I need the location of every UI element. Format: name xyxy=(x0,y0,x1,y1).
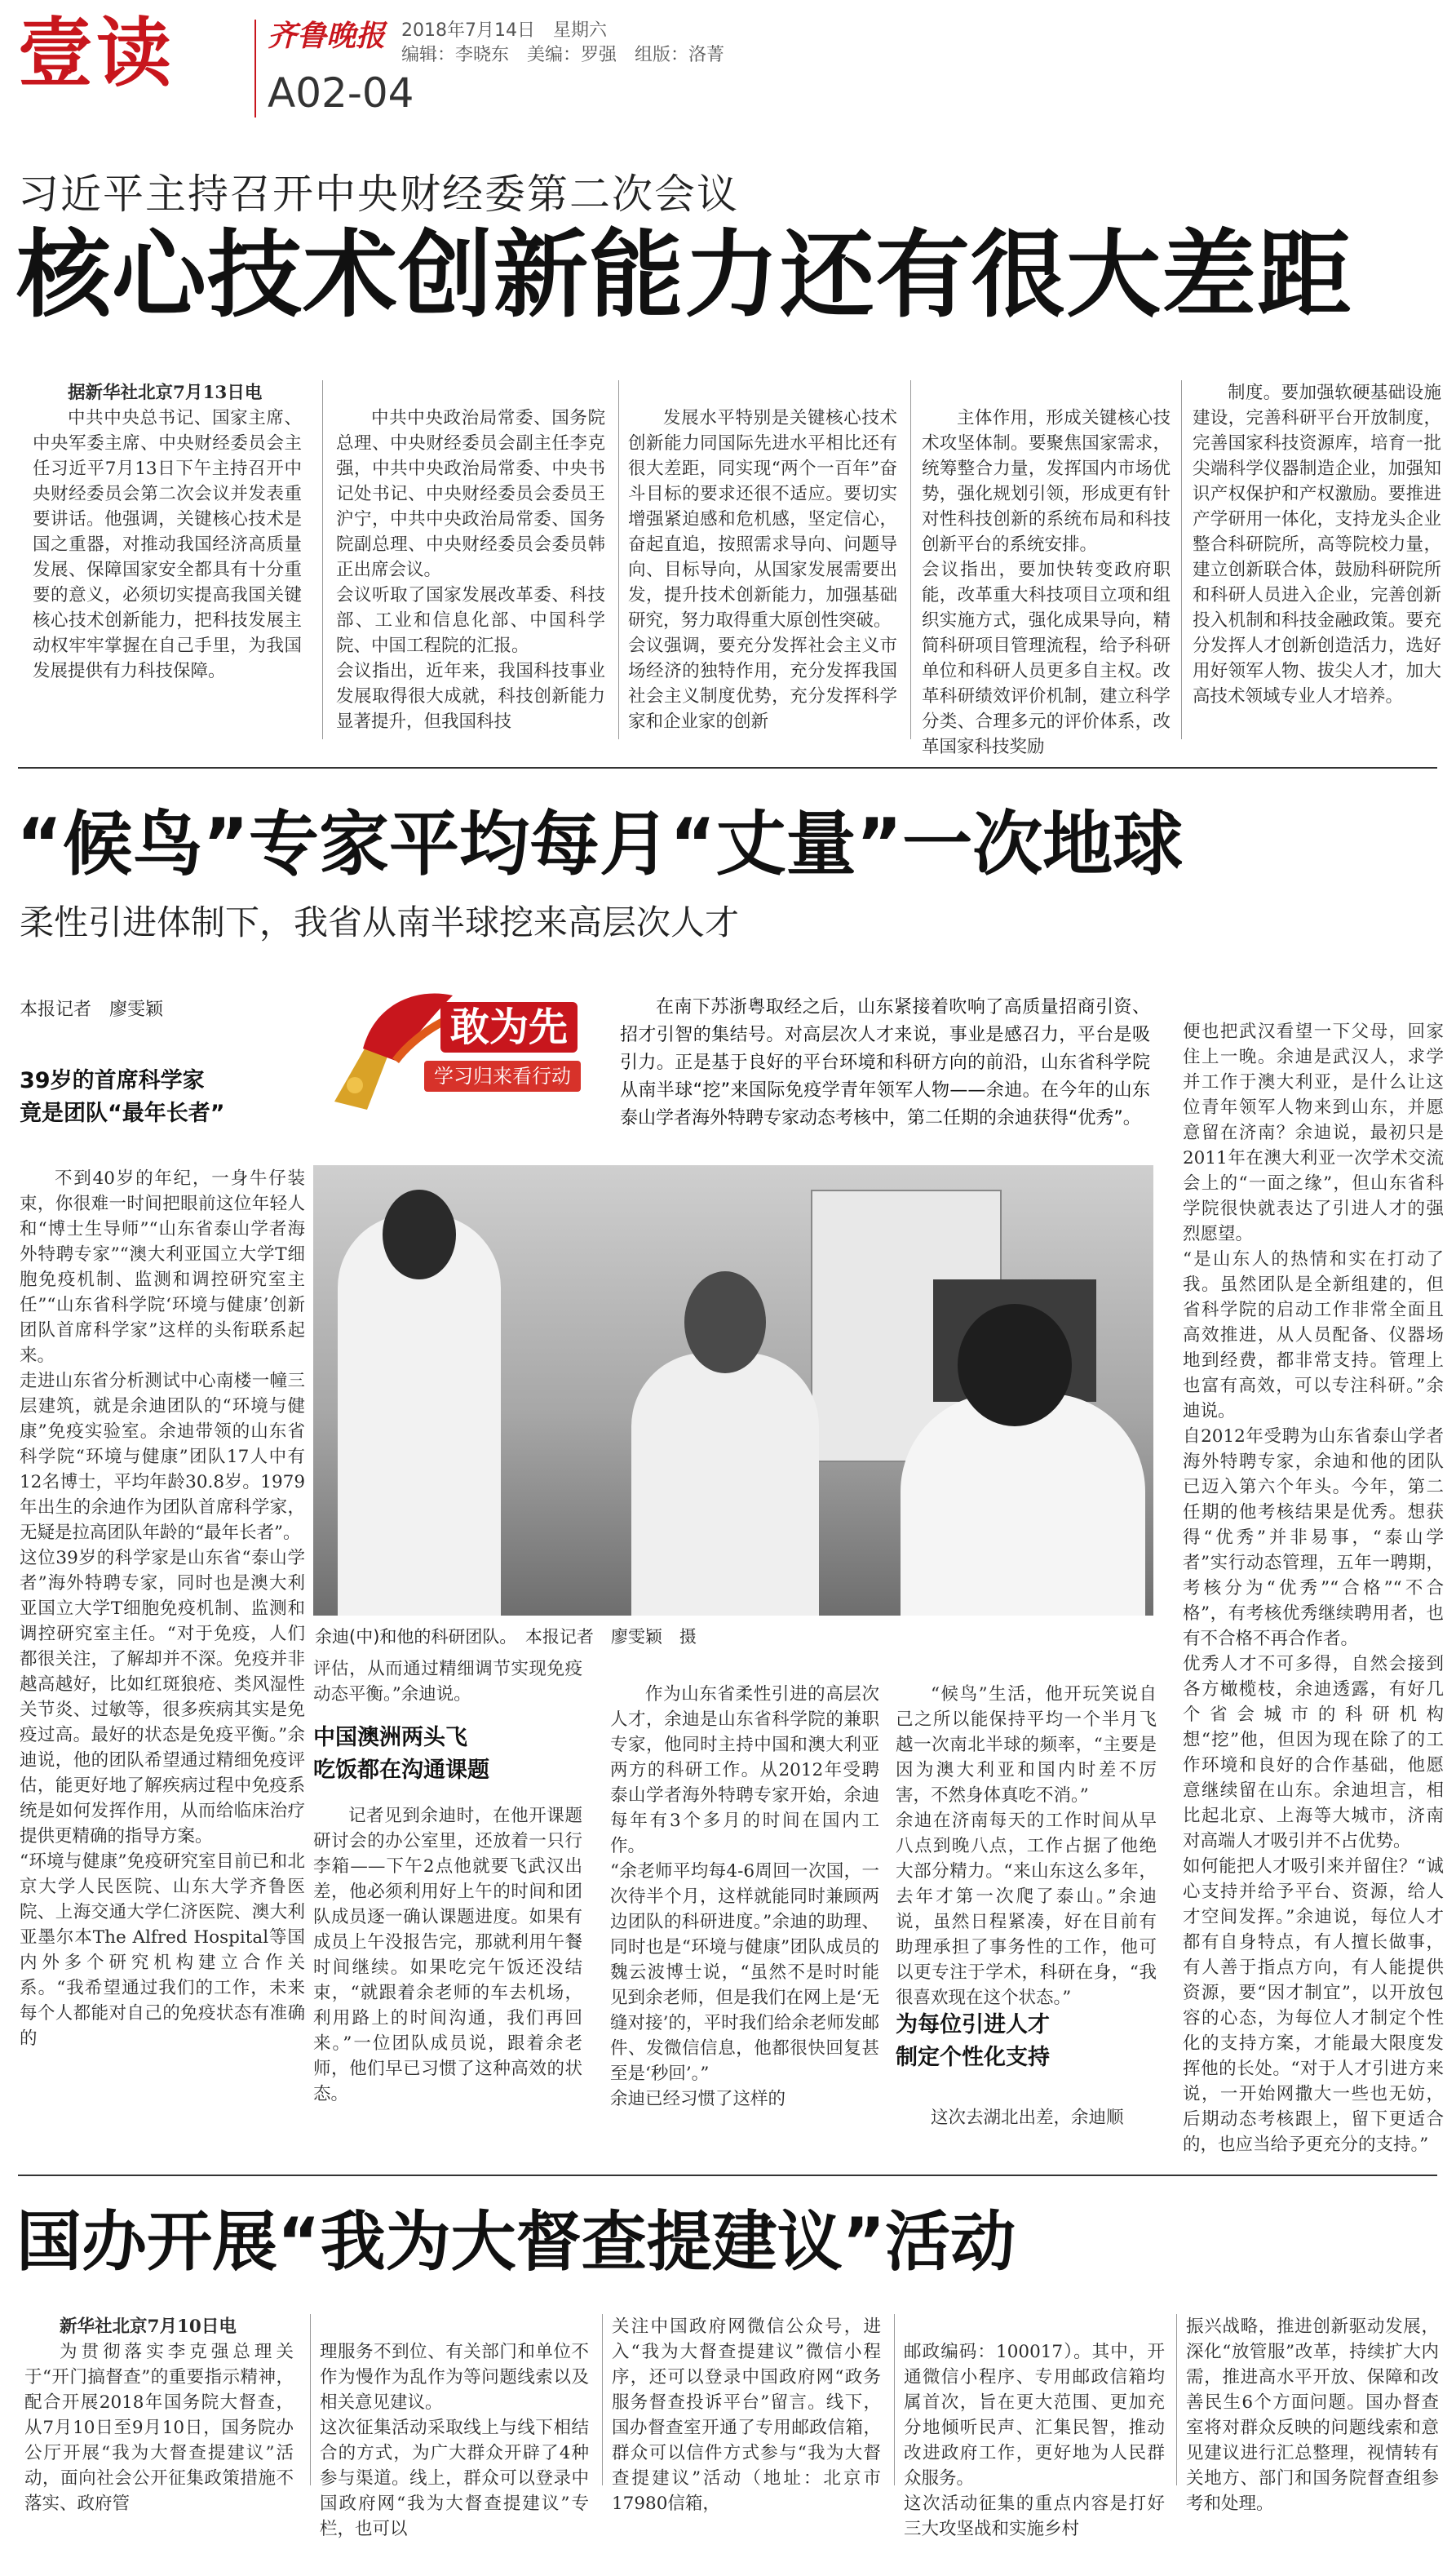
issue-date xyxy=(401,16,607,42)
article2-subhead-1 xyxy=(20,1065,225,1130)
column-rule xyxy=(322,380,323,739)
newspaper-logo: 齐鲁晚报 xyxy=(268,19,386,53)
article2-column-3 xyxy=(610,1656,879,2162)
article2-subhead-3 xyxy=(896,2009,1050,2074)
column-rule xyxy=(618,380,619,739)
article2-headline: “候鸟”专家平均每月“丈量”一次地球 xyxy=(16,804,1184,885)
article3-column-text: 关注中国政府网微信公众号，进入“我为大督查提建议”微信小程序，还可以登录中国政府网“政务服务督查投诉平台”留言。线下，国办督查室开通了专用邮政信箱，群众可以信件方式参与“我为大督查提建议”活动（地址：北京市17980信箱， xyxy=(612,2317,881,2514)
column-rule xyxy=(310,2314,311,2485)
person-right-head xyxy=(958,1304,1072,1426)
article1-column-5 xyxy=(1193,380,1441,747)
column-rule xyxy=(894,2314,895,2485)
subhead-line: 为每位引进人才 xyxy=(896,2012,1050,2037)
article2-column-text: 记者见到余迪时，在他开课题研讨会的办公室里，还放着一只行李箱——下午2点他就要飞武汉出差，他必须利用好上午的时间和团队成员逐一确认课题进度。如果有成员上午没报告完，那就利用午餐时间继续。如果吃完午饭还没结束，“就跟着余老师的车去机场，利用路上的时间沟通，我们再回来。”一位团队成员说，跟着余老师，他们早已习惯了这种高效的状态。 xyxy=(313,1806,582,2104)
article2-subhead-2 xyxy=(313,1722,489,1787)
article3-column-text: 理服务不到位、有关部门和单位不作为慢作为乱作为等问题线索以及相关意见建议。 这次征集活动采取线上与线下相结合的方式，为广大群众开辟了4种参与渠道。线上，群众可以登录中国政府网“我为大督查提建议”专栏，也可以 xyxy=(320,2342,589,2539)
article1-column-4 xyxy=(922,380,1171,757)
article3-headline: 国办开展“我为大督查提建议”活动 xyxy=(16,2204,1016,2280)
article1-column-3 xyxy=(628,380,897,747)
article2-column-text: 评估，从而通过精细调节实现免疫动态平衡。”余迪说。 xyxy=(313,1659,582,1705)
photo-caption: 余迪(中)和他的科研团队。 本报记者 廖雯颖 摄 xyxy=(315,1627,697,1647)
column-rule xyxy=(1181,380,1182,739)
article3-column-5 xyxy=(1186,2314,1439,2514)
article1-kicker: 习近平主持召开中央财经委第二次会议 xyxy=(18,171,739,218)
section-divider xyxy=(18,767,1437,769)
article3-column-2 xyxy=(320,2314,589,2539)
person-center xyxy=(631,1353,819,1616)
person-left-head xyxy=(383,1190,456,1279)
article2-column-4b xyxy=(896,2105,1157,2138)
column-rule xyxy=(1176,2314,1177,2485)
badge-title: 敢为先 xyxy=(440,1002,578,1053)
article3-column-text: 为贯彻落实李克强总理关于“开门搞督查”的重要指示精神，配合开展2018年国务院大督查，从7月10日至9月10日，国务院办公厅开展“我为大督查提建议”活动，面向社会公开征集政策措施不落实、政府管 xyxy=(24,2342,294,2514)
article2-column-text: 便也把武汉看望一下父母，回家住上一晚。余迪是武汉人，求学并工作于澳大利亚，是什么让这位青年领军人物来到山东，并愿意留在济南？余迪说，最初只是2011年在澳大利亚一次学术交流会上的“一面之缘”，但山东省科学院很快就表达了引进人才的强烈愿望。 “是山东人的热情和实在打动了我。虽然团队是全新组建的，但省科学院的启动工作非常全面且高效推进，从人员配备、仪器场地到经费，都非常支持。管理上也富有高效，可以专注科研。”余迪说。 自2012年受聘为山东省泰山学者海外特聘专家，余迪和他的团队已迈入第六个年头。今年，第二任期的他考核结果是优秀。想获得“优秀”并非易事，“泰山学者”实行动态管理，五年一聘期，考核分为“优秀”“合格”“不合格”，有考核优秀继续聘用者，也有不合格不再合作者。 优秀人才不可多得，自然会接到各方橄榄枝，余迪透露，有好几个省会城市的科研机构想“挖”他，但因为现在除了的工作环境和良好的合作基础，他愿意继续留在山东。余迪坦言，相比起北京、上海等大城市，济南对高端人才吸引并不占优势。 如何能把人才吸引来并留住？“诚心支持并给予平台、资源，给人才空间发挥。”余迪说，每位人才都有自身特点，有人擅长做事，有人善于指点方向，有人能提供资源，要“因才制宜”，以开放包容的心态，为每位人才制定个性化的支持方案，才能最大限度发挥他的长处。“对于人才引进方来说，一开始网撒大一些也无妨，后期动态考核跟上，留下更适合的，也应当给予更充分的支持。” xyxy=(1183,1022,1444,2155)
article3-column-3 xyxy=(612,2314,881,2514)
article2-column-text: 这次去湖北出差，余迪顺 xyxy=(931,2108,1124,2128)
article2-lead xyxy=(620,994,1150,1157)
subhead-line: 吃饭都在沟通课题 xyxy=(313,1758,489,1783)
article2-column-2 xyxy=(313,1656,582,1714)
subhead-line: 竟是团队“最年长者” xyxy=(20,1101,225,1126)
article3-column-text: 邮政编码：100017）。其中，开通微信小程序、专用邮政信箱均属首次，旨在更大范围、更加充分地倾听民声、汇集民智，推动改进政府工作，更好地为人民群众服务。 这次活动征集的重点内容是打好三大攻坚战和实施乡村 xyxy=(904,2342,1165,2539)
article2-column-2b xyxy=(313,1803,582,2162)
article1-headline: 核心技术创新能力还有很大差距 xyxy=(16,220,1352,330)
subhead-line: 39岁的首席科学家 xyxy=(20,1068,205,1093)
subhead-line: 中国澳洲两头飞 xyxy=(313,1725,467,1750)
article2-column-1 xyxy=(20,1141,305,2165)
person-right xyxy=(901,1394,1145,1616)
issue-weekday: 星期六 xyxy=(553,20,608,41)
article1-column-1 xyxy=(33,380,302,747)
article2-lead-text: 在南下苏浙粤取经之后，山东紧接着吹响了高质量招商引资、招才引智的集结号。对高层次人才来说，事业是感召力，平台是吸引力。正是基于良好的平台环境和科研方向的前沿，山东省科学院从南半球“挖”来国际免疫学青年领军人物——余迪。在今年的山东泰山学者海外特聘专家动态考核中，第二任期的余迪获得“优秀”。 xyxy=(620,997,1150,1128)
article3-column-text: 振兴战略，推进创新驱动发展，深化“放管服”改革，持续扩大内需，推进高水平开放、保障和改善民生6个方面问题。国办督查室将对群众反映的问题线索和意见建议进行汇总整理，视情转有关地方、部门和国务院督查组参考和处理。 xyxy=(1186,2317,1439,2514)
campaign-badge xyxy=(318,979,620,1118)
article1-column-text: 中共中央政治局常委、国务院总理、中央财经委员会副主任李克强，中共中央政治局常委、中央书记处书记、中央财经委员会委员王沪宁，中共中央政治局常委、国务院副总理、中央财经委员会委员韩正出席会议。 会议听取了国家发展改革委、科技部、工业和信息化部、中国科学院、中国工程院的汇报。 会议指出，近年来，我国科技事业发展取得很大成就，科技创新能力显著提升，但我国科技 xyxy=(336,408,605,732)
research-team-photo xyxy=(313,1165,1153,1616)
person-center-head xyxy=(684,1271,766,1373)
page-number: A02-04 xyxy=(268,69,414,117)
article3-column-1 xyxy=(24,2314,294,2514)
article1-column-text: 发展水平特别是关键核心技术创新能力同国际先进水平相比还有很大差距，同实现“两个一百年”奋斗目标的要求还很不适应。要切实增强紧迫感和危机感，坚定信心，奋起直追，按照需求导向、问题导向、目标导向，从国家发展需要出发，提升技术创新能力，加强基础研究，努力取得重大原创性突破。 会议强调，要充分发挥社会主义市场经济的独特作用，充分发挥我国社会主义制度优势，充分发挥科学家和企业家的创新 xyxy=(628,408,897,732)
masthead-divider xyxy=(254,20,256,117)
article3-dateline: 新华社北京7月10日电 xyxy=(60,2317,237,2337)
article1-column-2 xyxy=(336,380,605,747)
section-divider xyxy=(18,2175,1437,2176)
article2-byline: 本报记者 廖雯颖 xyxy=(20,1000,164,1020)
issue-date-text: 2018年7月14日 xyxy=(401,20,535,41)
badge-subtitle: 学习归来看行动 xyxy=(424,1061,581,1092)
article2-column-text: “候鸟”生活，他开玩笑说自己之所以能保持平均一个半月飞越一次南北半球的频率，“主要是因为澳大利亚和国内时差不厉害，不然身体真吃不消。” 余迪在济南每天的工作时间从早八点到晚八点，工作占据了他绝大部分精力。“来山东这么多年，去年才第一次爬了泰山。”余迪说，虽然日程紧凑，好在目前有助理承担了事务性的工作，他可以更专注于学术，科研在身，“我很喜欢现在这个状态。” xyxy=(896,1684,1157,2008)
section-title: 壹读 xyxy=(18,10,175,97)
article1-column-text: 主体作用，形成关键核心技术攻坚体制。要聚焦国家需求，统筹整合力量，发挥国内市场优势，强化规划引领，形成更有针对性科技创新的系统布局和科技创新平台的系统安排。 会议指出，要加快转变政府职能，改革重大科技项目立项和组织实施方式，强化成果导向，精简科研项目管理流程，给予科研单位和科研人员更多自主权。改革科研绩效评价机制，建立科学分类、合理多元的评价体系，改革国家科技奖励 xyxy=(922,408,1171,757)
article1-column-text: 制度。要加强软硬基础设施建设，完善科研平台开放制度，完善国家科技资源库，培育一批尖端科学仪器制造企业，加强知识产权保护和产权激励。要推进产学研用一体化，支持龙头企业整合科研院所，高等院校力量，建立创新联合体，鼓励科研院所和科研人员进入企业，完善创新投入机制和科技金融政策。要充分发挥人才创新创造活力，选好用好领军人物、拔尖人才，加大高技术领域专业人才培养。 xyxy=(1193,383,1441,707)
column-rule xyxy=(602,2314,603,2485)
article3-column-4 xyxy=(904,2314,1165,2539)
article2-column-5 xyxy=(1183,994,1444,2161)
article2-column-text: 作为山东省柔性引进的高层次人才，余迪是山东省科学院的兼职专家，他同时主持中国和澳大利亚两方的科研工作。从2012年受聘泰山学者海外特聘专家开始，余迪每年有3个多月的时间在国内工作。 “余老师平均每4-6周回一次国，一次待半个月，这样就能同时兼顾两边团队的科研进度。”余迪的助理、同时也是“环境与健康”团队成员的魏云波博士说，“虽然不是时时能见到余老师，但是我们在网上是‘无缝对接’的，平时我们给余老师发邮件、发微信信息，他都很快回复甚至是‘秒回’。” 余迪已经习惯了这样的 xyxy=(610,1684,879,2109)
subhead-line: 制定个性化支持 xyxy=(896,2045,1050,2070)
article2-column-4 xyxy=(896,1656,1157,2008)
article2-column-text: 不到40岁的年纪，一身牛仔装束，你很难一时间把眼前这位年轻人和“博士生导师”“山东省泰山学者海外特聘专家”“澳大利亚国立大学T细胞免疫机制、监测和调控研究室主任”“山东省科学院‘环境与健康’创新团队首席科学家”这样的头衔联系起来。 走进山东省分析测试中心南楼一幢三层建筑，就是余迪团队的“环境与健康”免疫实验室。余迪带领的山东省科学院“环境与健康”团队17人中有12名博士，平均年龄30.8岁。1979年出生的余迪作为团队首席科学家，无疑是拉高团队年龄的“最年长者”。 这位39岁的科学家是山东省“泰山学者”海外特聘专家，同时也是澳大利亚国立大学T细胞免疫机制、监测和调控研究室主任。“对于免疫，人们都很关注，了解却并不深。免疫并非越高越好，比如红斑狼疮、类风湿性关节炎、过敏等，很多疾病其实是免疫过高。最好的状态是免疫平衡。”余迪说，他的团队希望通过精细免疫评估，能更好地了解疾病过程中免疫系统是如何发挥作用，从而给临床治疗提供更精确的指导方案。 “环境与健康”免疫研究室目前已和北京大学人民医院、山东大学齐鲁医院、上海交通大学仁济医院、澳大利亚墨尔本The Alfred Hospital等国内外多个研究机构建立合作关系。“我希望通过我们的工作，未来每个人都能对自己的免疫状态有准确的 xyxy=(20,1168,305,2049)
article1-column-text: 中共中央总书记、国家主席、中央军委主席、中央财经委员会主任习近平7月13日下午主持召开中央财经委员会第二次会议并发表重要讲话。他强调，关键核心技术是国之重器，对推动我国经济高质量发展、保障国家安全都具有十分重要的意义，必须切实提高我国关键核心技术创新能力，把科技发展主动权牢牢掌握在自己手里，为我国发展提供有力科技保障。 xyxy=(33,408,302,681)
staff-credits: 编辑：李晓东 美编：罗强 组版：洛菁 xyxy=(401,45,725,65)
column-rule xyxy=(910,380,911,739)
article2-subheadline: 柔性引进体制下，我省从南半球挖来高层次人才 xyxy=(20,902,740,942)
article1-dateline: 据新华社北京7月13日电 xyxy=(68,383,263,403)
